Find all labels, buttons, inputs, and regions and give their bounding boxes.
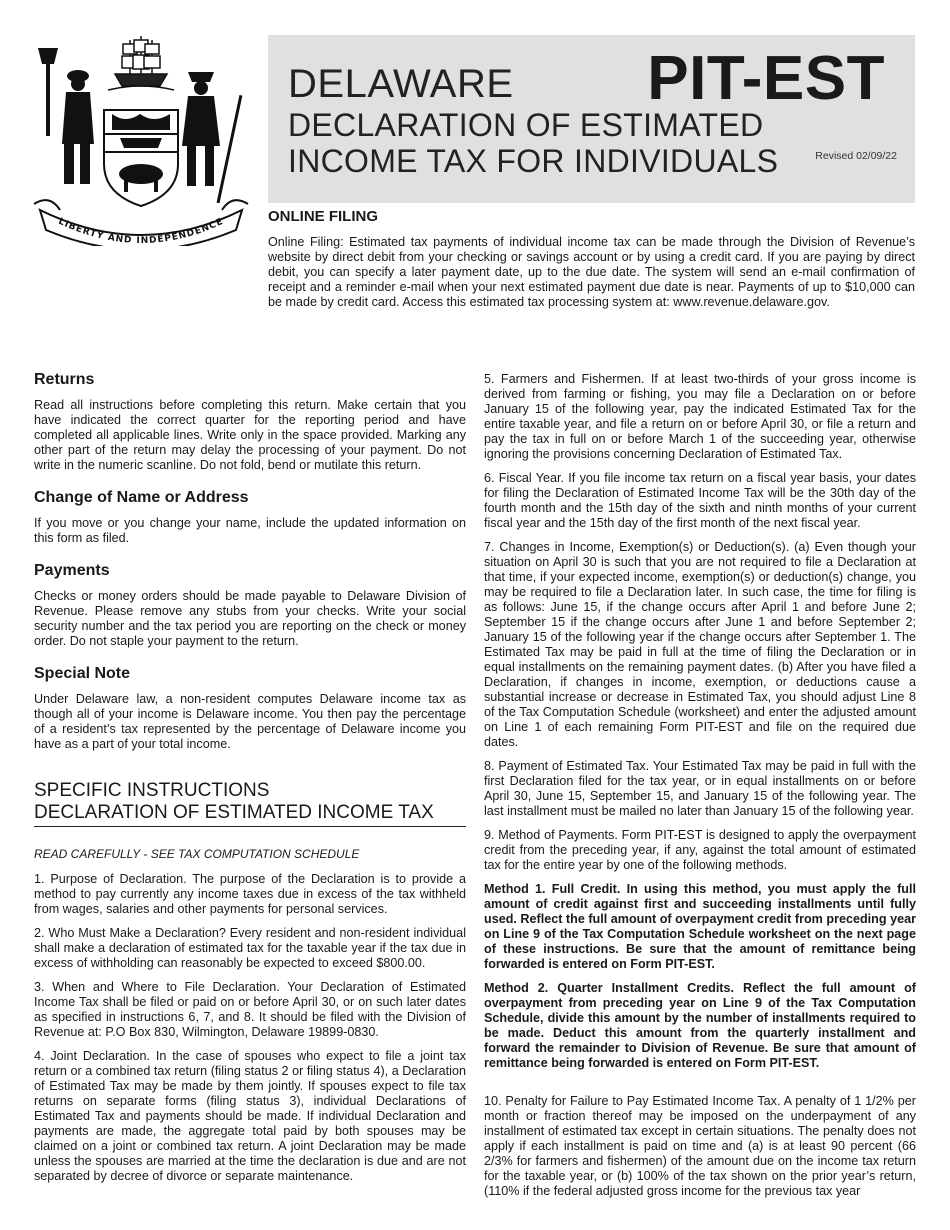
change-section — [34, 490, 466, 546]
state-name: DELAWARE — [288, 62, 514, 106]
instruction-10: 10. Penalty for Failure to Pay Estimated Income Tax. A penalty of 1 1/2% per month or fraction thereof may be imposed on the underpayment of any installment of estimated tax except in certain situations. The penalty does not apply if each installment is paid on time and (a) is at least 90 percent (66 2/3% for farmers and fishermen) of the amount due on the income tax return for the taxable year, or (b) 100% of the tax shown on the prior year’s return, (110% if the federal adjusted gross income for the previous tax year — [484, 1094, 916, 1198]
payments-heading: Payments — [34, 562, 110, 579]
special-note-heading: Special Note — [34, 665, 131, 682]
instruction-1: 1. Purpose of Declaration. The purpose of the Declaration is to provide a method to pay currently any income taxes due in excess of the tax withheld from wages, salaries and other payments for personal services. — [34, 872, 466, 916]
specific-instructions-line2: DECLARATION OF ESTIMATED INCOME TAX — [34, 802, 434, 823]
form-title-line1: DECLARATION OF ESTIMATED — [288, 107, 764, 143]
left-column — [34, 372, 466, 1193]
instruction-3: 3. When and Where to File Declaration. Your Declaration of Estimated Income Tax shall be filed or paid on or before April 30, or on such later dates as specified in instructions 6, 7, and 8. It should be filed with the Division of Revenue at: P.O Box 830, Wilmington, Delaware 19899-0830. — [34, 980, 466, 1039]
returns-text: Read all instructions before completing this return. Make certain that you have indicated the correct quarter for the reporting period and have completed all applicable lines. Write only in the space provided. Marking any other part of the return may delay the processing of your payment. Do not write in the numeric scanline. Do not fold, bend or mutilate this return. — [34, 398, 466, 472]
payments-text: Checks or money orders should be made payable to Delaware Division of Revenue. Please remove any stubs from your checks. Write your social security number and the tax period you are reporting on the check or money order. Do not staple your payment to the return. — [34, 589, 466, 648]
change-heading: Change of Name or Address — [34, 489, 249, 506]
instruction-2: 2. Who Must Make a Declaration? Every resident and non-resident individual shall make a declaration of estimated tax for the taxable year if the tax due in excess of withholding can reasonably be expected to exceed $800.00. — [34, 926, 466, 970]
online-filing-section — [268, 208, 915, 310]
instruction-6: 6. Fiscal Year. If you file income tax return on a fiscal year basis, your dates for filing the Declaration of Estimated Income Tax will be the 30th day of the fourth month and the 15th day of the sixth and ninth months of your current fiscal year and the 15th day of the first month of the next fiscal year. — [484, 471, 916, 530]
right-column — [484, 372, 916, 1208]
method-2: Method 2. Quarter Installment Credits. Reflect the full amount of overpayment from preceding year on Line 9 of the Tax Computation Schedule, divide this amount by the number of installments required to be made. Deduct this amount from the quarterly installment and forward the remainder to Division of Revenue. Be sure that amount of remittance being forwarded is entered on Form PIT-EST. — [484, 981, 916, 1070]
form-header — [268, 35, 915, 203]
revision-date: Revised 02/09/22 — [815, 150, 897, 162]
change-text: If you move or you change your name, include the updated information on this form as filed. — [34, 516, 466, 545]
instruction-7: 7. Changes in Income, Exemption(s) or Deduction(s). (a) Even though your situation on April 30 is such that you are not required to file a Declaration at that time, if your expected income, exemption(s) or deduction(s) change, you may be required to file a Declaration later. In such case, the time for filing is as follows: June 15, if the change occurs after April 1 and before June 2; September 15 if the change occurs after June 1 and before September 2; January 15 of the following year if the change occurs after September 1. The Estimated Tax may be paid in full at the time of filing the Declaration or in equal installments on the remaining payment dates. (b) After you have filed a Declaration, if changes in income, exemption, or deductions cause a substantial increase or decrease in Estimated Tax, you should adjust Line 8 of the Tax Computation Schedule (worksheet) and enter the adjusted amount on Line 1 of each remaining Form PIT-EST and file on the required due dates. — [484, 540, 916, 749]
payments-section — [34, 563, 466, 649]
form-title-line2: INCOME TAX FOR INDIVIDUALS — [288, 143, 779, 179]
delaware-state-seal-icon — [30, 34, 252, 246]
svg-text:LIBERTY AND INDEPENDENCE: LIBERTY AND INDEPENDENCE — [56, 216, 226, 246]
instruction-8: 8. Payment of Estimated Tax. Your Estimated Tax may be paid in full with the first Declaration filed for the tax year, or in equal installments on or before April 30, June 15, September 15, and January 15 of the following year. The last installment must be mailed no later than January 15 of the following year. — [484, 759, 916, 818]
specific-instructions-heading — [34, 780, 466, 827]
form-id: PIT-EST — [647, 44, 885, 113]
method-1: Method 1. Full Credit. In using this method, you must apply the full amount of credit against first and succeeding installments until fully used. Reflect the full amount of overpayment credit from preceding year on Line 9 of the Tax Computation Schedule worksheet on the next page of these instructions. Be sure that the amount of remittance being forwarded is entered on Form PIT-EST. — [484, 882, 916, 971]
returns-section — [34, 372, 466, 473]
special-note-section — [34, 666, 466, 752]
online-filing-text: Online Filing: Estimated tax payments of individual income tax can be made through the Division of Revenue’s website by direct debit from your checking or savings account or by using a credit card. If you are paying by direct debit, you can specify a later payment date, up to the due date. The system will send an e-mail confirmation of receipt and a reminder e-mail when your next estimated payment due date is near. Payments of up to $10,000 can be made by credit card. Access this estimated tax processing system at: www.revenue.delaware.gov. — [268, 235, 915, 309]
instruction-9: 9. Method of Payments. Form PIT-EST is designed to apply the overpayment credit from the preceding year, if any, against the total amount of estimated tax for the entire year by one of the following methods. — [484, 828, 916, 872]
read-carefully-note: READ CAREFULLY - SEE TAX COMPUTATION SCHEDULE — [34, 847, 360, 861]
instruction-4: 4. Joint Declaration. In the case of spouses who expect to file a joint tax return or a combined tax return (filing status 2 or filing status 4), a Declaration of Estimated Tax may be made by them jointly. If spouses expect to file tax returns on separate forms (filing status 3), individual Declarations of Estimated Tax and payments should be made. If individual Declaration and payments are made, the aggregate total paid by both spouses may be claimed on a joint or combined tax return. A joint Declaration may be made unless the spouses are married at the time the declaration is due and are not separated by decree of divorce or separate maintenance. — [34, 1049, 466, 1183]
spacer — [484, 1080, 916, 1094]
instruction-5: 5. Farmers and Fishermen. If at least two-thirds of your gross income is derived from farming or fishing, you may file a Declaration on or before January 15 of the following year, pay the indicated Estimated Tax for the entire taxable year, and file a return on or before April 30, or file a return and pay the tax in full on or before March 1 of the succeeding year, otherwise ignoring the provisions concerning Declaration of Estimated Tax. — [484, 372, 916, 461]
returns-heading: Returns — [34, 371, 95, 388]
specific-instructions-line1: SPECIFIC INSTRUCTIONS — [34, 780, 270, 801]
special-note-text: Under Delaware law, a non-resident computes Delaware income tax as though all of your income is Delaware income. You then pay the percentage of a resident’s tax represented by the percentage of Delaware income you have as a part of your total income. — [34, 692, 466, 751]
online-filing-title: ONLINE FILING — [268, 208, 378, 225]
